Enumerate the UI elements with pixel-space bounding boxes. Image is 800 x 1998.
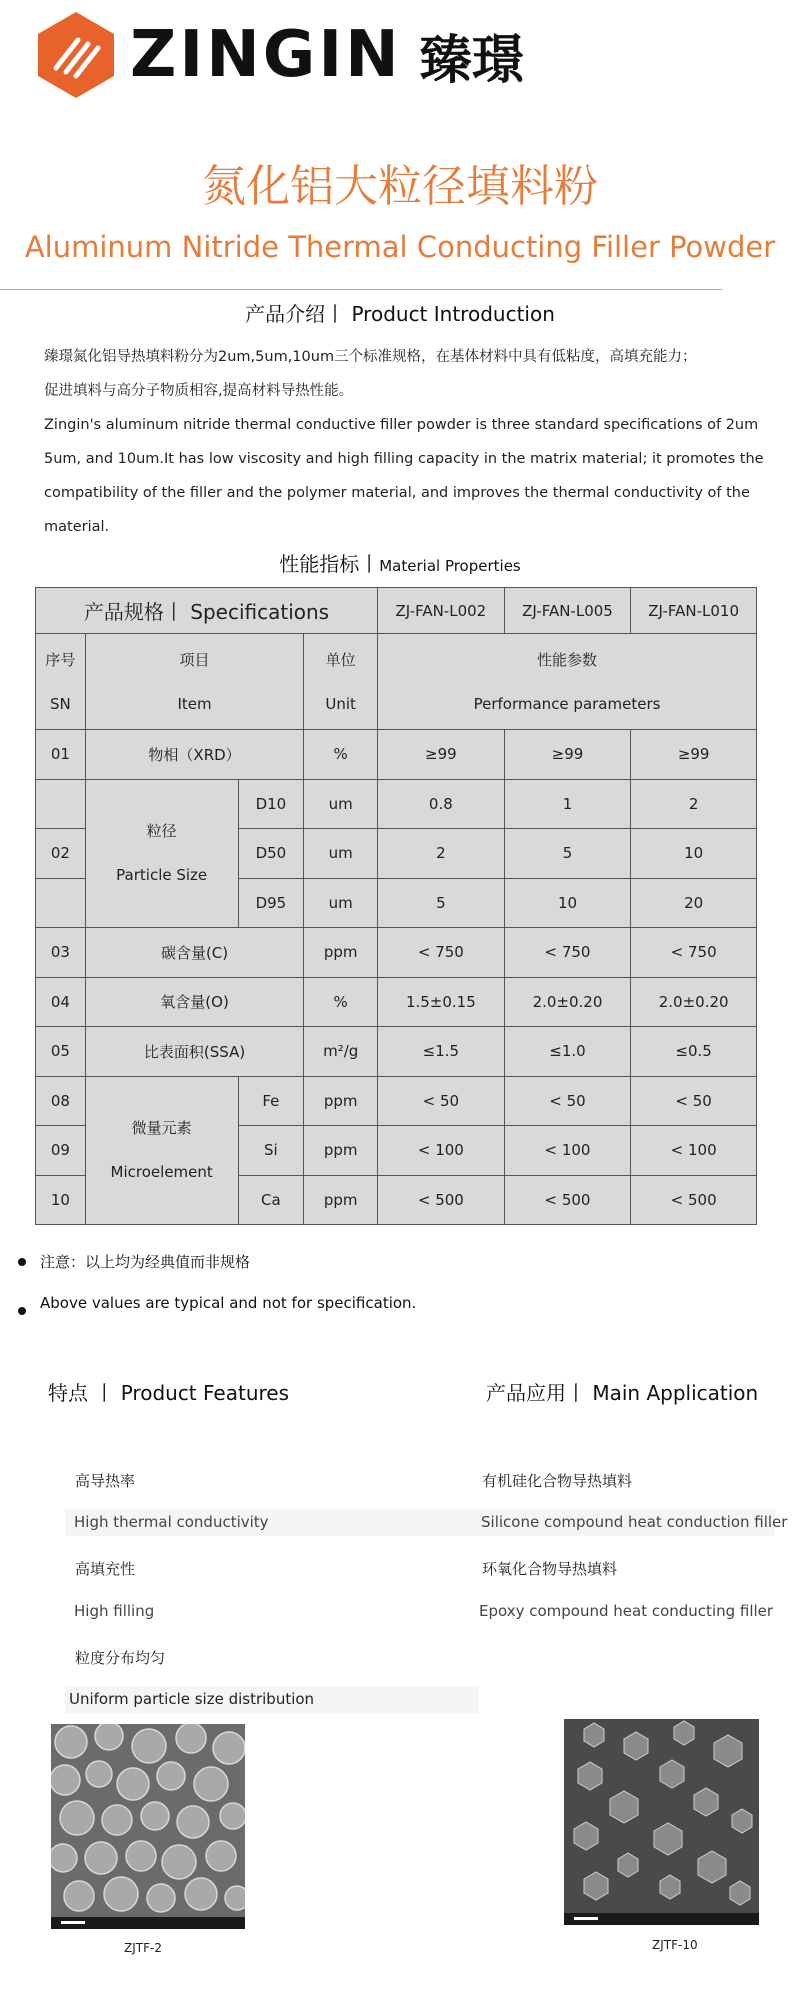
sn-header-cn: 序号 [45,650,76,669]
particle-size-cell [85,779,238,928]
spec-title-cell: 产品规格丨 Specifications [36,588,378,634]
sem-image-zjtf-10 [564,1719,759,1925]
note-cn-text: 注意：以上均为经典值而非规格 [40,1253,251,1271]
zingin-hex-logo-icon [36,10,116,100]
sn-header-en: SN [50,694,71,713]
model-header: ZJ-FAN-L002 [378,588,505,634]
intro-para-cn-2: 促进填料与高分子物质相容,提高材料导热性能。 [44,383,354,399]
row-item: 比表面积(SSA) [85,1027,303,1077]
feature-item-en: High filling [74,1602,155,1620]
row-sn: 02 [36,829,86,879]
row-unit: ppm [304,1076,378,1126]
note-en-text: Above values are typical and not for specification. [40,1294,417,1312]
application-item-en: Epoxy compound heat conducting filler [479,1602,774,1620]
sn-header [36,634,86,730]
brand-name-cn: 臻璟 [419,30,524,91]
row-value: 1.5±0.15 [378,977,505,1027]
row-value: ≥99 [504,730,631,780]
row-value: ≥99 [378,730,505,780]
application-item-en: Silicone compound heat conduction filler [481,1513,788,1531]
row-item: 物相（XRD） [85,730,303,780]
note-cn [18,1251,250,1272]
feature-item-cn: 高导热率 [75,1472,136,1490]
row-unit: um [304,779,378,829]
application-item-cn: 有机硅化合物导热填料 [482,1472,633,1490]
row-item: 碳含量(C) [85,928,303,978]
row-value: < 50 [504,1076,631,1126]
row-value: < 750 [631,928,757,978]
row-sn: 09 [36,1126,86,1176]
row-unit: ppm [304,1126,378,1176]
row-unit: % [304,730,378,780]
row-item: 氧含量(O) [85,977,303,1027]
properties-heading [0,548,800,577]
row-value: 20 [631,878,757,928]
row-value: < 500 [378,1175,505,1225]
row-value: 0.8 [378,779,505,829]
brand-name: ZINGIN [130,18,402,92]
brand-logo [36,10,524,100]
sem-particles-large-icon [51,1724,245,1929]
table-header-row [36,634,757,730]
feature-item-en: Uniform particle size distribution [69,1690,315,1708]
perf-header-en: Performance parameters [473,694,661,713]
microelement-en: Microelement [110,1163,213,1182]
table-row [36,1076,757,1126]
microelement-cell [85,1076,238,1225]
sem-particles-hex-icon [564,1719,759,1925]
row-sn: 10 [36,1175,86,1225]
intro-para-en: Zingin's aluminum nitride thermal conductive filler powder is three standard specifications of 2um 5um, and 10um.It has low viscosity and high filling capacity in the matrix material; it promotes the compatibility of the filler and the polymer material, and improves the thermal conductivity of the material. [44,417,764,535]
properties-heading-cn: 性能指标丨 [279,552,380,576]
row-value: ≤1.5 [378,1027,505,1077]
page-title-cn: 氮化铝大粒径填料粉 [202,161,598,212]
row-sn-empty [36,779,86,829]
row-unit: ppm [304,1175,378,1225]
row-value: < 100 [631,1126,757,1176]
unit-header [304,634,378,730]
page-title-en: Aluminum Nitride Thermal Conducting Filler Powder [24,230,776,264]
row-value: < 100 [504,1126,631,1176]
properties-heading-en: Material Properties [379,557,521,575]
model-header: ZJ-FAN-L005 [504,588,631,634]
feature-item-en: High thermal conductivity [74,1513,269,1531]
row-value: < 50 [631,1076,757,1126]
row-value: < 500 [631,1175,757,1225]
row-subitem: Ca [238,1175,304,1225]
row-value: 2 [378,829,505,879]
bullet-icon [18,1258,26,1266]
row-sn: 05 [36,1027,86,1077]
row-value: < 50 [378,1076,505,1126]
row-unit: m²/g [304,1027,378,1077]
row-unit: um [304,829,378,879]
item-header-cn: 项目 [179,650,210,669]
item-header-en: Item [177,694,212,713]
row-value: 5 [504,829,631,879]
row-value: < 750 [378,928,505,978]
row-subitem: D95 [238,878,304,928]
row-value: ≥99 [631,730,757,780]
row-value: 2 [631,779,757,829]
intro-para-cn-1: 臻璟氮化铝导热填料粉分为2um,5um,10um三个标准规格，在基体材料中具有低粘度，高填充能力； [44,349,697,365]
feature-item-cn: 粒度分布均匀 [75,1649,166,1667]
row-value: 5 [378,878,505,928]
bullet-icon [18,1307,26,1315]
features-heading: 特点 丨 Product Features [48,1381,290,1405]
applications-heading: 产品应用丨 Main Application [486,1381,759,1405]
row-sn: 03 [36,928,86,978]
row-value: ≤0.5 [631,1027,757,1077]
row-value: 10 [631,829,757,879]
row-sn: 08 [36,1076,86,1126]
particle-size-cn: 粒径 [146,822,177,841]
feature-item-cn: 高填充性 [75,1560,136,1578]
table-row [36,977,757,1027]
row-unit: ppm [304,928,378,978]
table-row [36,779,757,829]
table-row [36,1027,757,1077]
row-value: < 100 [378,1126,505,1176]
model-header: ZJ-FAN-L010 [631,588,757,634]
properties-table [35,587,757,1225]
row-value: 10 [504,878,631,928]
particle-size-en: Particle Size [116,866,208,885]
row-value: < 500 [504,1175,631,1225]
item-header [85,634,303,730]
unit-header-en: Unit [325,694,356,713]
note-en [18,1291,416,1315]
table-spec-row [36,588,757,634]
row-subitem: Fe [238,1076,304,1126]
row-unit: um [304,878,378,928]
row-sn: 04 [36,977,86,1027]
row-value: < 750 [504,928,631,978]
microelement-cn: 微量元素 [131,1119,192,1138]
row-subitem: D50 [238,829,304,879]
row-sn-empty [36,878,86,928]
row-value: ≤1.0 [504,1027,631,1077]
perf-header-cn: 性能参数 [537,650,598,669]
table-row [36,730,757,780]
row-value: 1 [504,779,631,829]
row-subitem: D10 [238,779,304,829]
sem-image-zjtf-2 [51,1724,245,1929]
perf-header [378,634,757,730]
row-subitem: Si [238,1126,304,1176]
application-item-cn: 环氧化合物导热填料 [482,1560,618,1578]
intro-heading: 产品介绍丨 Product Introduction [245,302,555,326]
title-divider [0,289,722,290]
sem-caption: ZJTF-2 [124,1941,162,1955]
row-value: 2.0±0.20 [631,977,757,1027]
intro-text [44,340,764,544]
unit-header-cn: 单位 [325,650,356,669]
row-unit: % [304,977,378,1027]
sem-caption: ZJTF-10 [652,1938,698,1952]
row-value: 2.0±0.20 [504,977,631,1027]
table-row [36,928,757,978]
row-sn: 01 [36,730,86,780]
